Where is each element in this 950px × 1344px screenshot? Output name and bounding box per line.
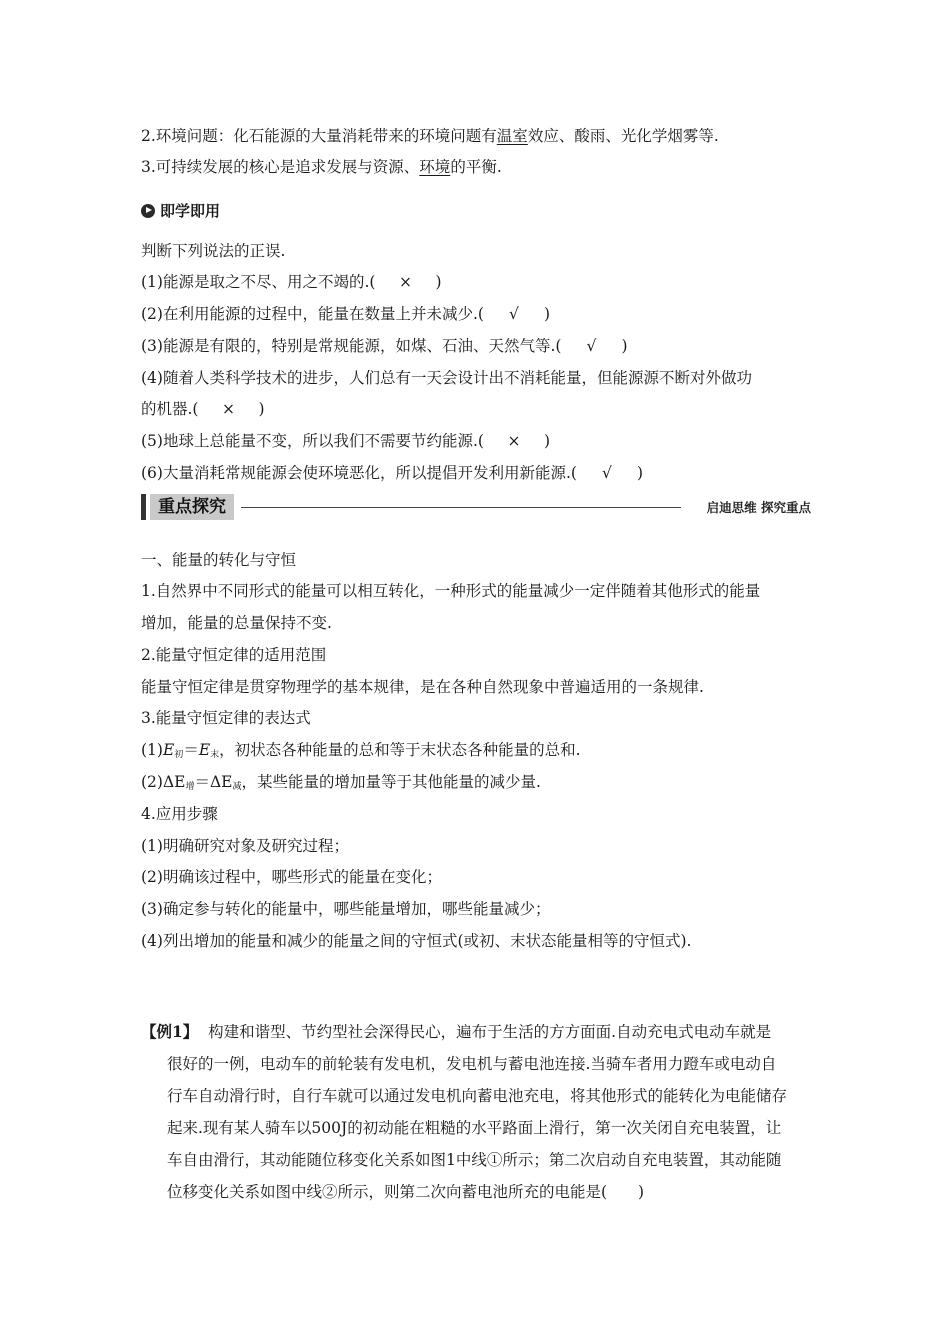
quick-item: [141, 368, 752, 388]
env-problem-line: [141, 126, 719, 146]
quick-item-close: ): [621, 337, 628, 355]
formula-line: [141, 772, 541, 797]
quick-item-close: ): [543, 432, 550, 450]
banner-divider: [241, 507, 681, 508]
quick-item-text: (1)能源是取之不尽、用之不竭的.(: [141, 273, 376, 291]
quick-item: [141, 304, 550, 324]
quick-practice-heading: [141, 200, 220, 221]
sustainable-text: 3.可持续发展的核心是追求发展与资源、: [141, 158, 420, 176]
answer-mark: ×: [507, 432, 521, 450]
sustainable-text-end: 的平衡.: [450, 158, 502, 176]
equals-sign: ＝: [183, 741, 199, 759]
underlined-answer: 温室: [496, 127, 528, 145]
quick-practice-title: 即学即用: [160, 202, 221, 220]
subheading: 2.能量守恒定律的适用范围: [141, 646, 327, 664]
quick-item-text: (3)能源是有限的，特别是常规能源，如煤、石油、天然气等.(: [141, 337, 562, 355]
quick-item: [141, 399, 265, 419]
subscript: 增: [185, 782, 195, 792]
quick-item-text: 的机器.(: [141, 400, 199, 418]
paragraph-line: 增加，能量的总量保持不变.: [141, 614, 332, 632]
underlined-answer: 环境: [419, 158, 451, 176]
energy-symbol: E: [162, 741, 175, 759]
subscript: 末: [210, 750, 220, 760]
example-line: 车自由滑行，其动能随位移变化关系如图1中线①所示；第二次启动自充电装置，其动能随: [167, 1151, 782, 1169]
step-item: (1)明确研究对象及研究过程；: [141, 837, 349, 855]
formula-number: (1): [141, 741, 163, 759]
quick-item-close: ): [543, 305, 550, 323]
quick-item: [141, 431, 550, 451]
quick-item: [141, 336, 628, 356]
paragraph-line: 能量守恒定律是贯穿物理学的基本规律，是在各种自然现象中普遍适用的一条规律.: [141, 678, 704, 696]
example-text: 构建和谐型、节约型社会深得民心，遍布于生活的方方面面.自动充电式电动车就是: [208, 1023, 772, 1041]
formula-line: [141, 740, 581, 765]
example-label: 【例1】: [141, 1022, 199, 1041]
quick-item-close: ): [258, 400, 265, 418]
answer-mark: √: [586, 337, 597, 355]
example-problem: [141, 1016, 811, 1208]
section-banner: [141, 494, 811, 520]
env-problem-text-end: 效应、酸雨、光化学烟雾等.: [527, 127, 719, 145]
subheading: 4.应用步骤: [141, 805, 218, 823]
env-problem-text: 2.环境问题：化石能源的大量消耗带来的环境问题有: [141, 127, 497, 145]
sustainable-line: [141, 157, 502, 177]
subheading: 3.能量守恒定律的表达式: [141, 709, 311, 727]
quick-prompt: 判断下列说法的正误.: [141, 242, 286, 260]
answer-mark: ×: [221, 400, 235, 418]
paragraph-line: 1.自然界中不同形式的能量可以相互转化，一种形式的能量减少一定伴随着其他形式的能量: [141, 582, 761, 600]
example-line: 很好的一例，电动车的前轮装有发电机，发电机与蓄电池连接.当骑车者用力蹬车或电动自: [167, 1055, 777, 1073]
example-line: 起来.现有某人骑车以500J的初动能在粗糙的水平路面上滑行，第一次关闭自充电装置，让: [167, 1119, 782, 1137]
example-line: 位移变化关系如图中线②所示，则第二次向蓄电池所充的电能是( ): [167, 1183, 645, 1201]
step-item: (4)列出增加的能量和减少的能量之间的守恒式(或初、末状态能量相等的守恒式).: [141, 932, 692, 950]
quick-item-text: (2)在利用能源的过程中，能量在数量上并未减少.(: [141, 305, 484, 323]
answer-mark: √: [508, 305, 519, 323]
play-icon: [141, 204, 155, 218]
quick-item-text: (6)大量消耗常规能源会使环境恶化，所以提倡开发利用新能源.(: [141, 464, 577, 482]
example-line: 行车自动滑行时，自行车就可以通过发电机向蓄电池充电，将其他形式的能转化为电能储存: [167, 1087, 788, 1105]
quick-item: [141, 463, 643, 483]
banner-subtitle: 启迪思维 探究重点: [706, 500, 811, 515]
step-item: (2)明确该过程中，哪些形式的能量在变化；: [141, 868, 442, 886]
subscript: 减: [232, 782, 242, 792]
quick-item-text: (4)随着人类科学技术的进步，人们总有一天会设计出不消耗能量，但能源源不断对外做功: [141, 369, 752, 387]
answer-mark: √: [601, 464, 612, 482]
banner-accent-bar: [141, 494, 146, 520]
step-item: (3)确定参与转化的能量中，哪些能量增加，哪些能量减少；: [141, 900, 551, 918]
equals-sign: ＝ΔE: [194, 773, 233, 791]
quick-item-text: (5)地球上总能量不变，所以我们不需要节约能源.(: [141, 432, 484, 450]
quick-item-close: ): [435, 273, 442, 291]
section-heading: 一、能量的转化与守恒: [141, 551, 297, 569]
energy-symbol: E: [198, 741, 211, 759]
banner-title: 重点探究: [150, 494, 234, 520]
quick-item: [141, 272, 442, 292]
example-line: [141, 1016, 811, 1048]
answer-mark: ×: [398, 273, 412, 291]
formula-explanation: ，某些能量的增加量等于其他能量的减少量.: [241, 773, 541, 791]
formula-number: (2)ΔE: [141, 773, 186, 791]
quick-item-close: ): [636, 464, 643, 482]
subscript: 初: [174, 750, 184, 760]
formula-explanation: ，初状态各种能量的总和等于末状态各种能量的总和.: [219, 741, 581, 759]
